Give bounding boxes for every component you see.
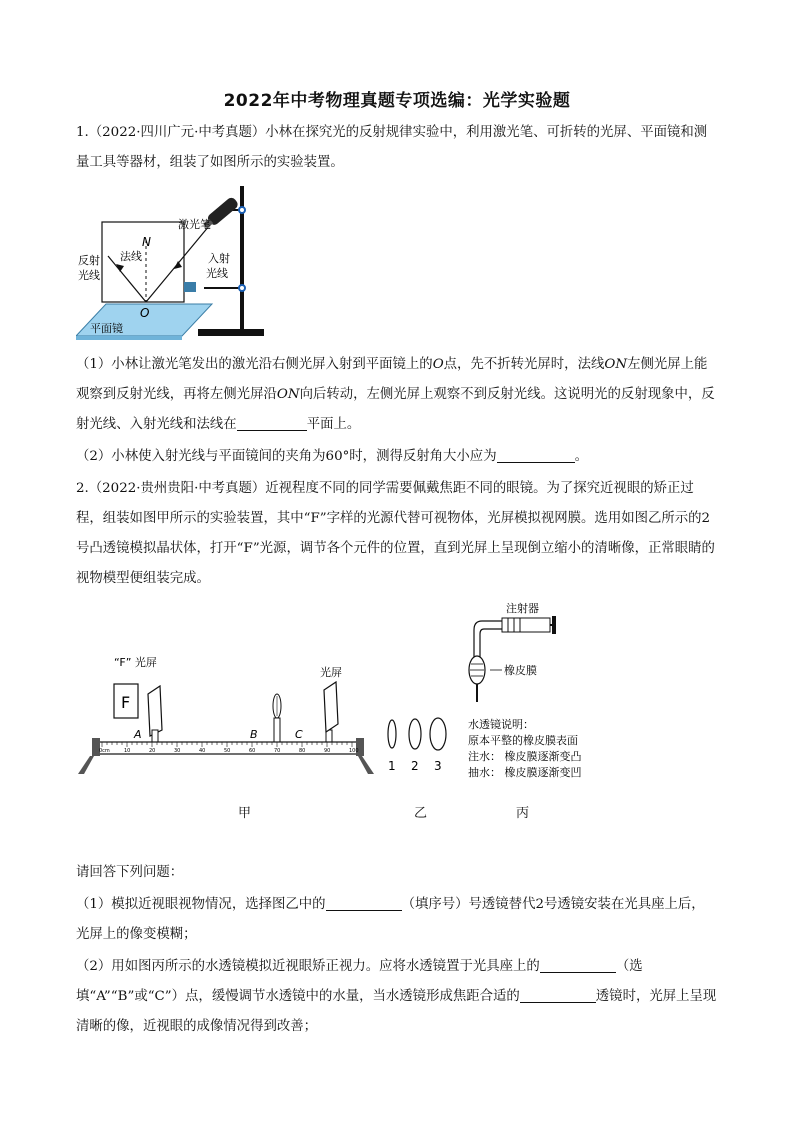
ruler-tick-label: 60 bbox=[249, 748, 256, 754]
syringe-label: 注射器 bbox=[506, 602, 539, 615]
q1-part1-on2: ON bbox=[276, 387, 300, 402]
mirror-label: 平面镜 bbox=[90, 322, 123, 335]
q1-part1-blank[interactable] bbox=[237, 414, 307, 431]
q2-stem: 2.（2022·贵州贵阳·中考真题）近视程度不同的同学需要佩戴焦距不同的眼镜。为了探究近视眼的矫正过程，组装如图甲所示的实验装置，其中“F”字样的光源代替可视物体，光屏模拟视网膜。选用如图乙所示的2号凸透镜模拟晶状体，打开“F”光源，调节各个元件的位置，直到光屏上呈现倒立缩小的清晰像，正常眼睛的视物模型便组装完成。 bbox=[76, 481, 715, 586]
incident-label-1: 入射 bbox=[208, 252, 230, 265]
q1-part1-text-d: 向后转动，左侧光屏上观察不到反射光线。这说明光的反射现象中，反射光线、入射光线和法线在 bbox=[76, 387, 715, 432]
q2-part2 bbox=[76, 952, 718, 1042]
lens-num-1: 1 bbox=[388, 759, 396, 773]
q2-part1-text-a: （1）模拟近视眼视物情况，选择图乙中的 bbox=[76, 897, 326, 912]
q1-part2 bbox=[76, 442, 718, 472]
ruler-tick-label: 100 bbox=[349, 748, 359, 754]
ruler-tick-label: 20 bbox=[149, 748, 156, 754]
normal-label: 法线 bbox=[120, 250, 142, 263]
q1-part2-text-a: （2）小林使入射光线与平面镜间的夹角为60°时，测得反射角大小应为 bbox=[76, 449, 497, 464]
q2-figure-bench bbox=[76, 650, 376, 778]
ruler-tick-label: 0cm bbox=[99, 748, 110, 754]
screen-label: 光屏 bbox=[320, 666, 342, 679]
q2-part1 bbox=[76, 890, 718, 950]
q2-part2-text-a: （2）用如图丙所示的水透镜模拟近视眼矫正视力。应将水透镜置于光具座上的 bbox=[76, 959, 540, 974]
note-2: 注水： 橡皮膜逐渐变凸 bbox=[468, 750, 582, 763]
q1-part1-text-e: 平面上。 bbox=[306, 417, 361, 432]
q2-part1-text-b: （填序号）号透镜替代2号透镜安装在光具座上后，光屏上的像变模糊； bbox=[76, 897, 705, 942]
f-letter: F bbox=[121, 693, 131, 712]
laser-label: 激光笔 bbox=[178, 218, 211, 231]
normal-n-label: N bbox=[142, 235, 151, 249]
q1-part1-on: ON bbox=[604, 357, 628, 372]
q2-part2-text-b: （选填“A”“B”或“C”）点，缓慢调节水透镜中的水量，当水透镜形成焦距合适的 bbox=[76, 959, 643, 1004]
q2-part2-text-c: 透镜时，光屏上呈现清晰的像，近视眼的成像情况得到改善； bbox=[76, 989, 717, 1034]
f-source-label: “F” 光屏 bbox=[114, 656, 157, 669]
q1-stem: 1.（2022·四川广元·中考真题）小林在探究光的反射规律实验中，利用激光笔、可折转的光屏、平面镜和测量工具等器材，组装了如图所示的实验装置。 bbox=[76, 125, 708, 170]
point-b: B bbox=[250, 728, 258, 741]
reflect-label-2: 光线 bbox=[78, 269, 100, 282]
note-1: 原本平整的橡皮膜表面 bbox=[468, 734, 578, 747]
note-title: 水透镜说明： bbox=[468, 718, 534, 731]
ruler-tick-label: 40 bbox=[199, 748, 206, 754]
q2-part2-blank-2[interactable] bbox=[520, 986, 596, 1003]
membrane-label: 橡皮膜 bbox=[504, 664, 537, 677]
point-c: C bbox=[295, 728, 303, 741]
q1-part1 bbox=[76, 350, 718, 440]
q2-figure-waterlens bbox=[464, 600, 624, 786]
q1-part2-blank[interactable] bbox=[497, 446, 575, 463]
note-3: 抽水： 橡皮膜逐渐变凹 bbox=[468, 766, 582, 779]
ruler-tick-label: 30 bbox=[174, 748, 181, 754]
q1-part1-text-a: （1）小林让激光笔发出的激光沿右侧光屏入射到平面镜上的 bbox=[76, 357, 433, 372]
lens-num-2: 2 bbox=[411, 759, 419, 773]
q2-part1-blank[interactable] bbox=[326, 894, 402, 911]
q1-figure bbox=[76, 186, 296, 346]
caption-bing: 丙 bbox=[516, 806, 530, 821]
ruler-tick-label: 50 bbox=[224, 748, 231, 754]
lens-num-3: 3 bbox=[434, 759, 442, 773]
ruler-tick-label: 10 bbox=[124, 748, 131, 754]
incident-label-2: 光线 bbox=[206, 267, 228, 280]
o-label: O bbox=[140, 306, 150, 320]
caption-jia: 甲 bbox=[238, 806, 252, 821]
q2-figure-lenses bbox=[382, 708, 452, 778]
q1-part1-text-c: 左侧光屏上能观察到反射光线，再将左侧光屏沿 bbox=[76, 357, 708, 402]
caption-yi: 乙 bbox=[414, 806, 428, 821]
q2-part2-blank-1[interactable] bbox=[540, 956, 616, 973]
point-a: A bbox=[134, 728, 142, 741]
q1-part2-text-b: 。 bbox=[574, 449, 588, 464]
ruler-tick-label: 70 bbox=[274, 748, 281, 754]
page-title: 2022年中考物理真题专项选编：光学实验题 bbox=[223, 91, 571, 111]
q1-part1-text-b: 点，先不折转光屏时，法线 bbox=[443, 357, 605, 372]
q2-prompt: 请回答下列问题： bbox=[76, 865, 184, 880]
q1-part1-o: O bbox=[432, 357, 444, 372]
ruler-tick-label: 90 bbox=[324, 748, 331, 754]
ruler-tick-label: 80 bbox=[299, 748, 306, 754]
reflect-label-1: 反射 bbox=[78, 254, 100, 267]
